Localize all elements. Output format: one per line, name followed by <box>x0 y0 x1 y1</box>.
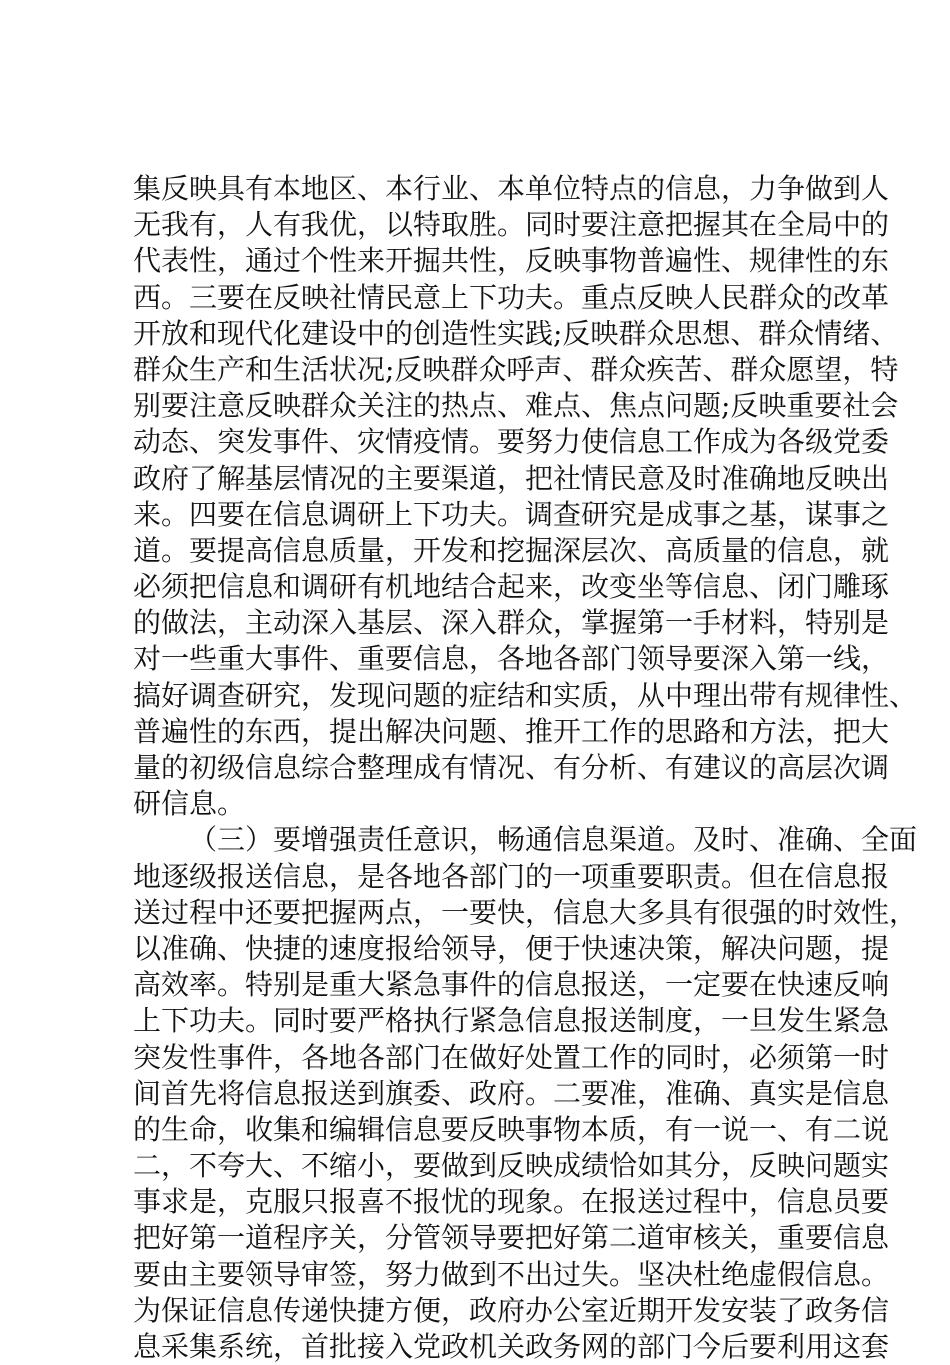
text-line: 开放和现代化建设中的创造性实践;反映群众思想、群众情绪、 <box>133 316 899 350</box>
text-line: 息采集系统，首批接入党政机关政务网的部门今后要利用这套 <box>133 1330 890 1363</box>
text-line: 要由主要领导审签，努力做到不出过失。坚决杜绝虚假信息。 <box>133 1257 890 1291</box>
text-line: 代表性，通过个性来开掘共性，反映事物普遍性、规律性的东 <box>133 244 890 278</box>
text-line: 研信息。 <box>133 787 246 821</box>
text-line: 为保证信息传递快捷方便，政府办公室近期开发安装了政务信 <box>133 1293 890 1327</box>
text-line: （三）要增强责任意识，畅通信息渠道。及时、准确、全面 <box>189 823 918 857</box>
text-line: 以准确、快捷的速度报给领导，便于快速决策，解决问题，提 <box>133 931 890 965</box>
text-line: 无我有，人有我优，以特取胜。同时要注意把握其在全局中的 <box>133 208 890 242</box>
text-line: 的生命，收集和编辑信息要反映事物本质，有一说一、有二说 <box>133 1112 890 1146</box>
text-line: 对一些重大事件、重要信息，各地各部门领导要深入第一线， <box>133 642 890 676</box>
text-line: 普遍性的东西，提出解决问题、推开工作的思路和方法，把大 <box>133 714 890 748</box>
text-line: 地逐级报送信息，是各地各部门的一项重要职责。但在信息报 <box>133 859 890 893</box>
text-line: 上下功夫。同时要严格执行紧急信息报送制度，一旦发生紧急 <box>133 1004 890 1038</box>
text-line: 量的初级信息综合整理成有情况、有分析、有建议的高层次调 <box>133 751 890 784</box>
text-line: 高效率。特别是重大紧急事件的信息报送，一定要在快速反响 <box>133 968 890 1002</box>
text-line: 集反映具有本地区、本行业、本单位特点的信息，力争做到人 <box>133 172 890 205</box>
text-line: 别要注意反映群众关注的热点、难点、焦点问题;反映重要社会 <box>133 389 899 423</box>
text-line: 事求是，克服只报喜不报忧的现象。在报送过程中，信息员要 <box>133 1185 890 1219</box>
text-line: 群众生产和生活状况;反映群众呼声、群众疾苦、群众愿望，特 <box>133 352 899 386</box>
text-line: 动态、突发事件、灾情疫情。要努力使信息工作成为各级党委 <box>133 425 890 459</box>
text-line: 突发性事件，各地各部门在做好处置工作的同时，必须第一时 <box>133 1040 890 1074</box>
text-line: 二，不夸大、不缩小，要做到反映成绩恰如其分，反映问题实 <box>133 1149 890 1183</box>
text-line: 把好第一道程序关，分管领导要把好第二道审核关，重要信息 <box>133 1221 890 1255</box>
text-line: 道。要提高信息质量，开发和挖掘深层次、高质量的信息，就 <box>133 533 890 567</box>
text-line: 搞好调查研究，发现问题的症结和实质，从中理出带有规律性、 <box>133 678 918 712</box>
text-line: 间首先将信息报送到旗委、政府。二要准，准确、真实是信息 <box>133 1076 890 1110</box>
text-line: 政府了解基层情况的主要渠道，把社情民意及时准确地反映出 <box>133 461 890 495</box>
paragraph <box>133 822 918 1365</box>
paragraph <box>133 171 918 822</box>
text-line: 来。四要在信息调研上下功夫。调查研究是成事之基，谋事之 <box>133 497 890 531</box>
text-line: 送过程中还要把握两点，一要快，信息大多具有很强的时效性， <box>133 895 918 929</box>
text-line: 西。三要在反映社情民意上下功夫。重点反映人民群众的改革 <box>133 280 890 314</box>
text-line: 必须把信息和调研有机地结合起来，改变坐等信息、闭门雕琢 <box>133 570 890 604</box>
document-body <box>133 171 918 1365</box>
text-line: 的做法，主动深入基层、深入群众，掌握第一手材料，特别是 <box>133 606 890 640</box>
